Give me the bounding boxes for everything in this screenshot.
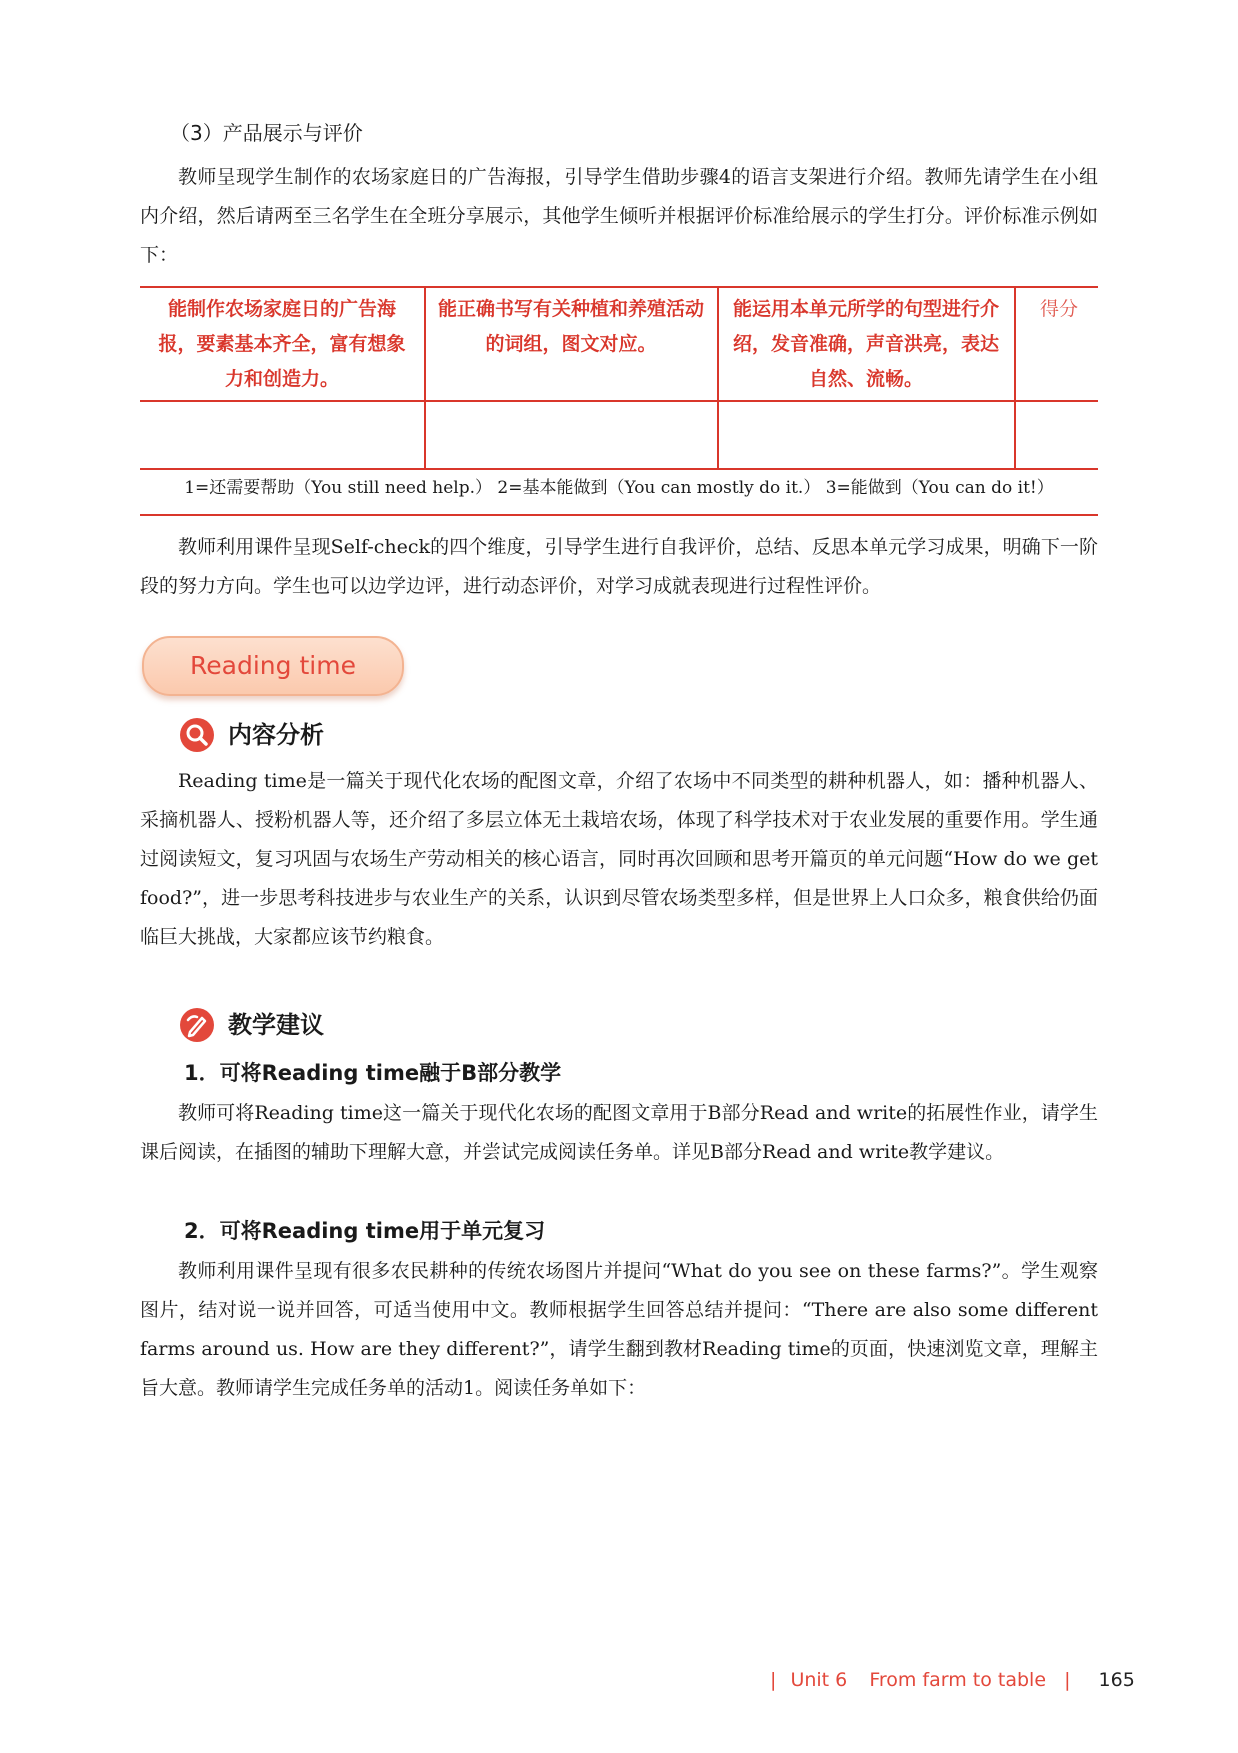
page-footer xyxy=(770,1665,1135,1695)
section-3-heading: （3）产品展示与评价 xyxy=(170,121,363,145)
rubric-criterion-poster: 能制作农场家庭日的广告海报，要素基本齐全，富有想象力和创造力。 xyxy=(158,298,406,390)
rubric-score-legend: 1=还需要帮助（You still need help.） 2=基本能做到（You can mostly do it.） 3=能做到（You can do it!） xyxy=(184,478,1054,498)
content-analysis-text: Reading time是一篇关于现代化农场的配图文章，介绍了农场中不同类型的耕种机器人，如：播种机器人、采摘机器人、授粉机器人等，还介绍了多层立体无土栽培农场，体现了科学技术对于农业发展的重要作用。学生通过阅读短文，复习巩固与农场生产劳动相关的核心语言，同时再次回顾和思考开篇页的单元问题“How do we get food?”，进一步思考科技进步与农业生产的关系，认识到尽管农场类型多样，但是世界上人口众多，粮食供给仍面临巨大挑战，大家都应该节约粮食。 xyxy=(140,770,1098,948)
rubric-score-header: 得分 xyxy=(1039,298,1078,320)
page-number: 165 xyxy=(1098,1669,1135,1691)
footer-unit-title: From farm to table xyxy=(869,1669,1047,1691)
footer-separator: | xyxy=(1064,1669,1071,1691)
self-check-paragraph: 教师利用课件呈现Self-check的四个维度，引导学生进行自我评价，总结、反思本单元学习成果，明确下一阶段的努力方向。学生也可以边学边评，进行动态评价，对学习成就表现进行过程性评价。 xyxy=(140,536,1098,597)
table-mid-rule xyxy=(140,400,1098,402)
suggestion-2-heading: 2．可将Reading time用于单元复习 xyxy=(184,1219,546,1243)
evaluation-rubric-table xyxy=(140,286,1098,516)
reading-time-banner xyxy=(142,636,404,696)
rubric-criterion-spelling: 能正确书写有关种植和养殖活动的词组，图文对应。 xyxy=(438,298,705,355)
suggestion-1-heading: 1．可将Reading time融于B部分教学 xyxy=(184,1061,562,1085)
footer-unit: Unit 6 xyxy=(790,1669,848,1691)
rubric-criterion-presentation: 能运用本单元所学的句型进行介绍，发音准确，声音洪亮，表达自然、流畅。 xyxy=(732,298,999,390)
teaching-suggestions-title: 教学建议 xyxy=(228,1011,324,1039)
suggestion-1-text: 教师可将Reading time这一篇关于现代化农场的配图文章用于B部分Read and write的拓展性作业，请学生课后阅读，在插图的辅助下理解大意，并尝试完成阅读任务单。详见B部分Read and write教学建议。 xyxy=(140,1102,1098,1163)
magnifier-icon xyxy=(180,718,214,752)
table-top-rule xyxy=(140,286,1098,288)
table-row-bottom-rule xyxy=(140,468,1098,470)
reading-time-label: Reading time xyxy=(190,651,356,680)
table-divider xyxy=(1014,286,1016,468)
content-analysis-title: 内容分析 xyxy=(228,721,324,749)
footer-separator: | xyxy=(770,1669,777,1691)
pencil-icon xyxy=(180,1008,214,1042)
table-bottom-rule xyxy=(140,514,1098,516)
table-divider xyxy=(717,286,719,468)
section-3-paragraph: 教师呈现学生制作的农场家庭日的广告海报，引导学生借助步骤4的语言支架进行介绍。教师先请学生在小组内介绍，然后请两至三名学生在全班分享展示，其他学生倾听并根据评价标准给展示的学生打分。评价标准示例如下： xyxy=(140,166,1098,266)
table-divider xyxy=(424,286,426,468)
suggestion-2-text: 教师利用课件呈现有很多农民耕种的传统农场图片并提问“What do you see on these farms?”。学生观察图片，结对说一说并回答，可适当使用中文。教师根据学生回答总结并提问：“There are also some different farms around us. How are they different?”，请学生翻到教材Reading time的页面，快速浏览文章，理解主旨大意。教师请学生完成任务单的活动1。阅读任务单如下： xyxy=(140,1260,1098,1399)
